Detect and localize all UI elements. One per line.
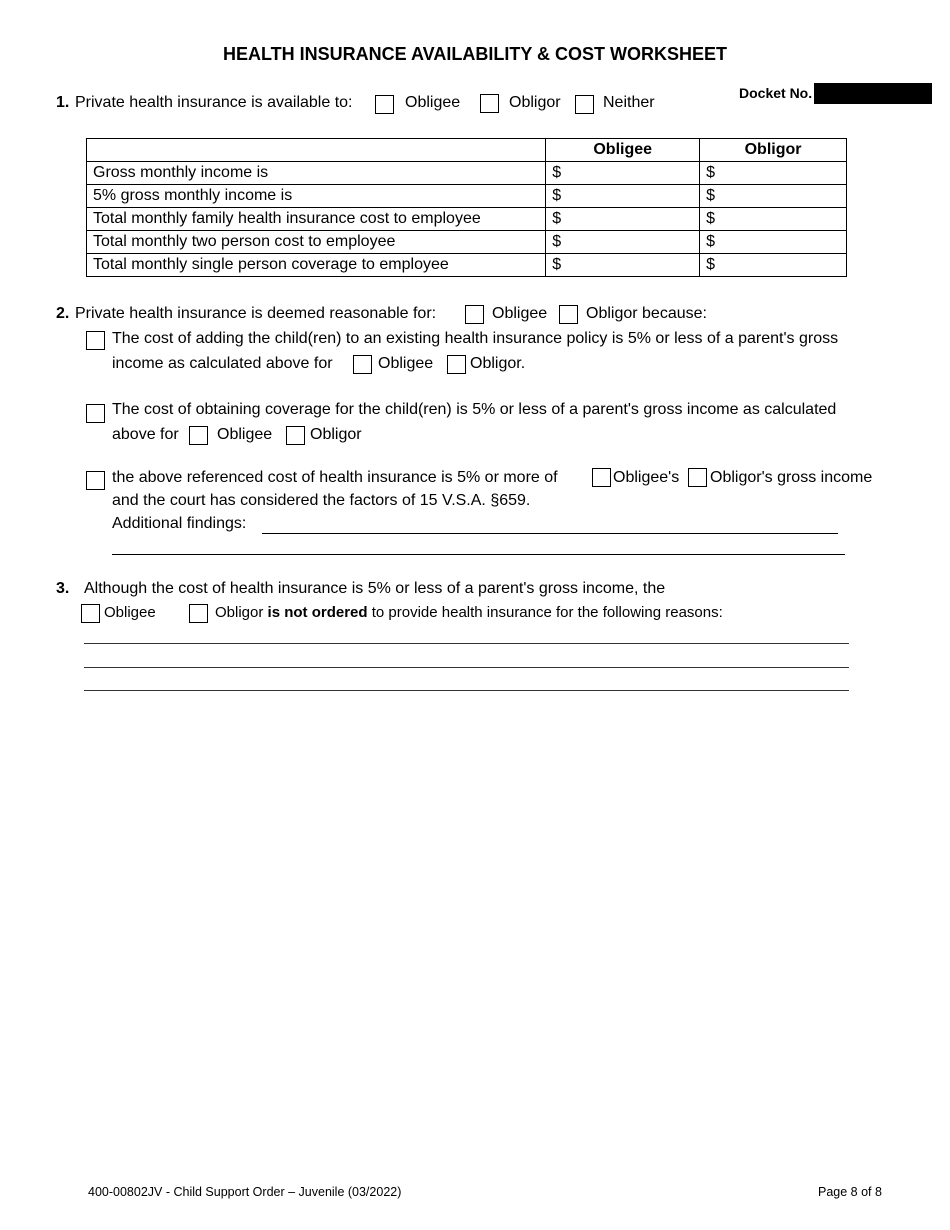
checkbox-not-ordered-obligor[interactable]	[189, 604, 208, 623]
section-1-number: 1.	[56, 94, 70, 111]
item-b-line2: above for	[112, 426, 179, 443]
docket-label: Docket No.	[739, 85, 813, 101]
additional-findings-line-2[interactable]	[112, 554, 845, 555]
label-available-neither: Neither	[603, 94, 655, 111]
section-1-text: Private health insurance is available to:	[75, 94, 353, 111]
label-available-obligor: Obligor	[509, 94, 561, 111]
checkbox-reasonable-obligee[interactable]	[465, 305, 484, 324]
not-ordered-reason-text: to provide health insurance for the following reasons:	[371, 604, 723, 621]
checkbox-obtaining-coverage[interactable]	[86, 404, 105, 423]
obligee-amount-field[interactable]: $	[546, 231, 700, 254]
header-label	[87, 139, 546, 162]
table-row	[87, 162, 847, 185]
item-c-line2: and the court has considered the factors of 15 V.S.A. §659.	[112, 492, 531, 509]
label-adding-obligee: Obligee	[378, 355, 434, 372]
checkbox-cost-more-obligee[interactable]	[592, 468, 611, 487]
obligor-amount-field[interactable]: $	[700, 254, 847, 277]
obligee-amount-field[interactable]: $	[546, 162, 700, 185]
checkbox-adding-obligor[interactable]	[447, 355, 466, 374]
section-3-text: Although the cost of health insurance is 5% or less of a parent's gross income, the	[84, 580, 666, 597]
label-obtaining-obligee: Obligee	[217, 426, 273, 443]
checkbox-obtaining-obligor[interactable]	[286, 426, 305, 445]
docket-number-field[interactable]	[814, 83, 932, 104]
not-ordered-emphasis: is not ordered	[267, 604, 368, 621]
obligor-amount-field[interactable]: $	[700, 162, 847, 185]
table-row	[87, 185, 847, 208]
label-reasonable-obligor: Obligor because:	[586, 305, 707, 322]
additional-findings-line-1[interactable]	[262, 533, 838, 534]
label-not-ordered-obligor: Obligor	[215, 604, 264, 621]
row-label: Total monthly family health insurance cost to employee	[87, 208, 546, 231]
section-2-number: 2.	[56, 305, 70, 322]
label-adding-obligor: Obligor.	[470, 355, 526, 372]
insurance-cost-table	[86, 138, 847, 277]
reason-line-3[interactable]	[84, 690, 849, 691]
obligor-amount-field[interactable]: $	[700, 185, 847, 208]
row-label: Gross monthly income is	[87, 162, 546, 185]
checkbox-reasonable-obligor[interactable]	[559, 305, 578, 324]
checkbox-available-obligor[interactable]	[480, 94, 499, 113]
reason-line-2[interactable]	[84, 667, 849, 668]
table-row	[87, 254, 847, 277]
checkbox-cost-more-obligor[interactable]	[688, 468, 707, 487]
obligee-amount-field[interactable]: $	[546, 208, 700, 231]
obligee-amount-field[interactable]: $	[546, 254, 700, 277]
checkbox-adding-obligee[interactable]	[353, 355, 372, 374]
not-ordered-sentence	[215, 604, 723, 621]
checkbox-not-ordered-obligee[interactable]	[81, 604, 100, 623]
checkbox-obtaining-obligee[interactable]	[189, 426, 208, 445]
checkbox-adding-children[interactable]	[86, 331, 105, 350]
checkbox-cost-more[interactable]	[86, 471, 105, 490]
section-2-text: Private health insurance is deemed reasonable for:	[75, 305, 437, 322]
obligor-amount-field[interactable]: $	[700, 208, 847, 231]
checkbox-available-obligee[interactable]	[375, 95, 394, 114]
row-label: 5% gross monthly income is	[87, 185, 546, 208]
row-label: Total monthly single person coverage to employee	[87, 254, 546, 277]
header-obligee: Obligee	[546, 139, 700, 162]
item-a-line2: income as calculated above for	[112, 355, 333, 372]
reason-line-1[interactable]	[84, 643, 849, 644]
label-not-ordered-obligee: Obligee	[104, 604, 156, 621]
additional-findings-label: Additional findings:	[112, 515, 247, 532]
section-3-number: 3.	[56, 580, 70, 597]
header-obligor: Obligor	[700, 139, 847, 162]
label-cost-more-obligor: Obligor's gross income	[710, 469, 873, 486]
item-b-line1: The cost of obtaining coverage for the child(ren) is 5% or less of a parent's gross income as calculated	[112, 401, 837, 418]
page-title: HEALTH INSURANCE AVAILABILITY & COST WORKSHEET	[223, 44, 727, 64]
table-row	[87, 208, 847, 231]
item-a-line1: The cost of adding the child(ren) to an existing health insurance policy is 5% or less of a parent's gross	[112, 330, 839, 347]
page-number: Page 8 of 8	[818, 1185, 882, 1199]
table-header-row	[87, 139, 847, 162]
obligee-amount-field[interactable]: $	[546, 185, 700, 208]
label-reasonable-obligee: Obligee	[492, 305, 548, 322]
row-label: Total monthly two person cost to employee	[87, 231, 546, 254]
label-cost-more-obligee: Obligee's	[613, 469, 680, 486]
item-c-line1: the above referenced cost of health insurance is 5% or more of	[112, 469, 558, 486]
label-available-obligee: Obligee	[405, 94, 461, 111]
obligor-amount-field[interactable]: $	[700, 231, 847, 254]
checkbox-available-neither[interactable]	[575, 95, 594, 114]
table-row	[87, 231, 847, 254]
form-id: 400-00802JV - Child Support Order – Juvenile (03/2022)	[88, 1185, 402, 1199]
label-obtaining-obligor: Obligor	[310, 426, 362, 443]
